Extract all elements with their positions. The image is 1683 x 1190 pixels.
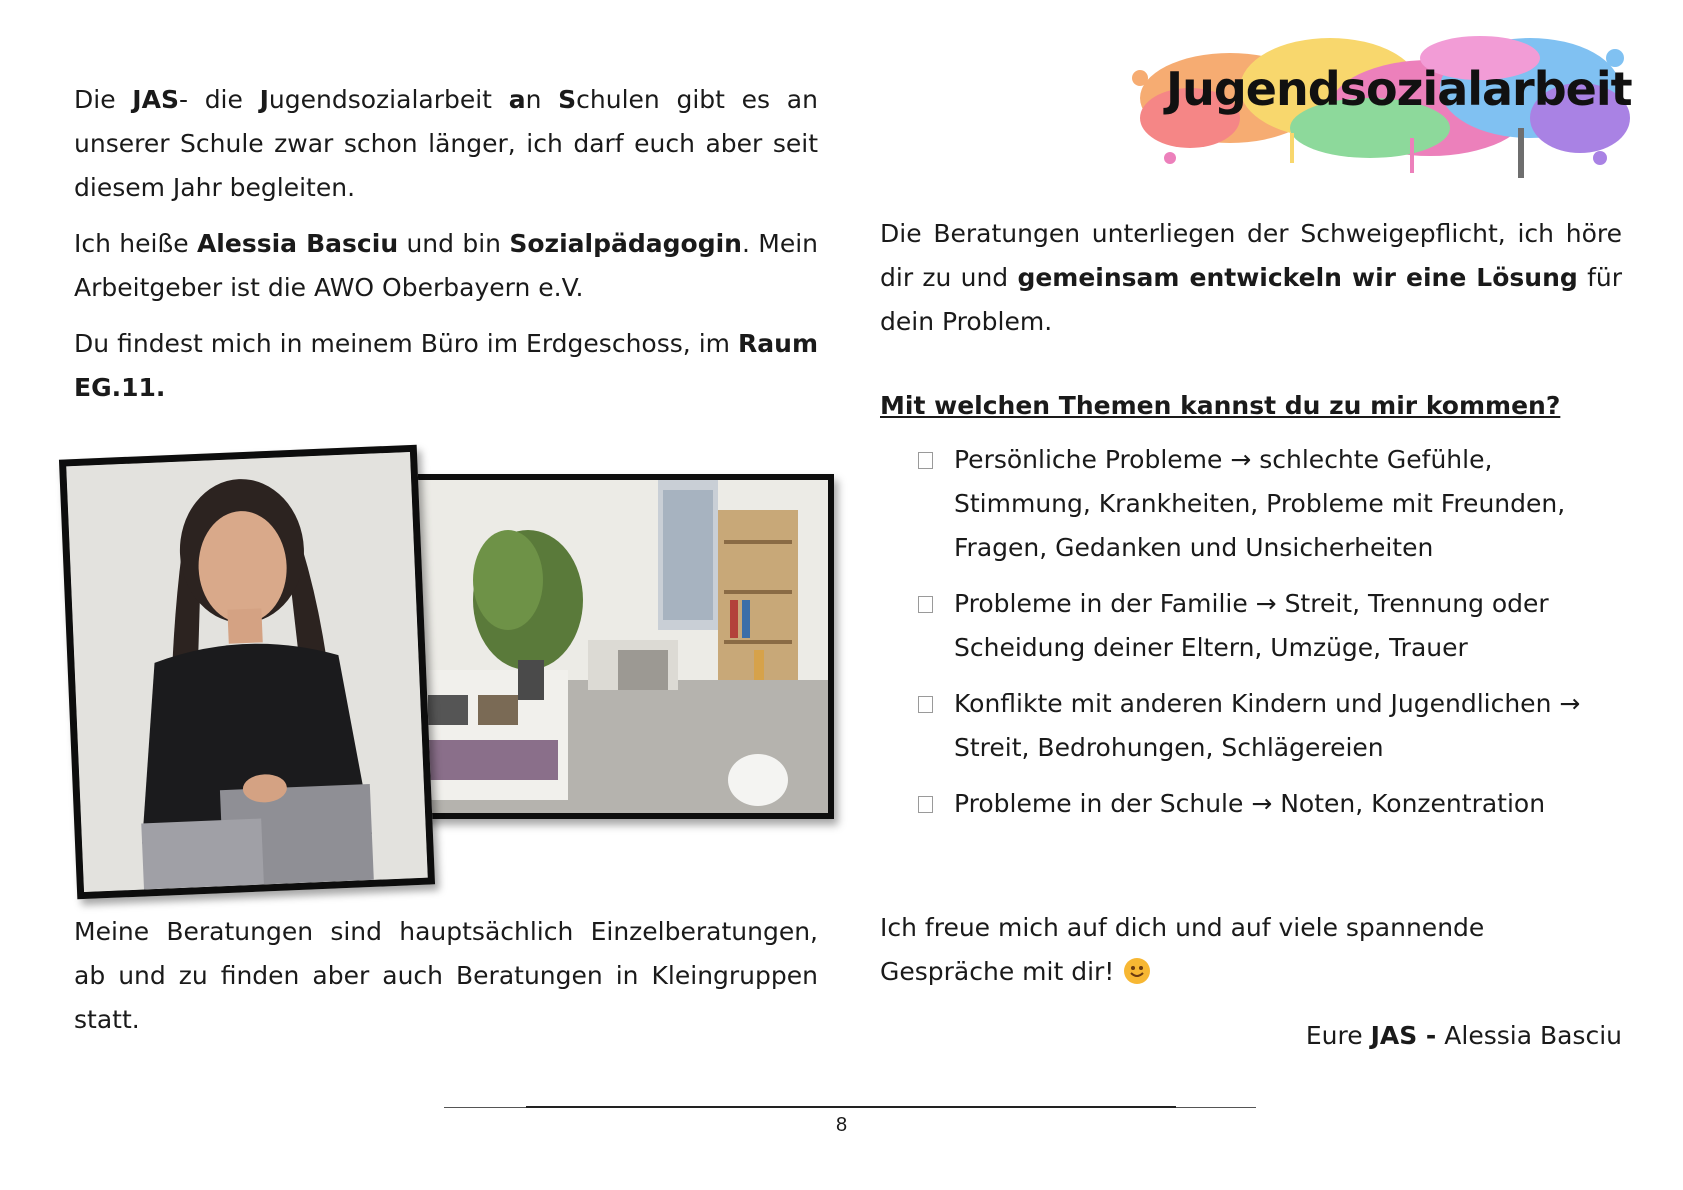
empty-checkbox-icon bbox=[918, 596, 933, 613]
name-paragraph: Ich heiße Alessia Basciu und bin Sozialpädagogin. Mein Arbeitgeber ist die AWO Oberbayern e.V. bbox=[74, 229, 819, 302]
intro-paragraph: Die JAS- die Jugendsozialarbeit an Schulen gibt es an unserer Schule zwar schon länger, ich darf euch aber seit diesem Jahr begleiten. bbox=[74, 85, 818, 202]
empty-checkbox-icon bbox=[918, 696, 933, 713]
logo-title: Jugendsozialarbeit bbox=[1166, 62, 1632, 116]
page-number: 8 bbox=[835, 1114, 848, 1136]
office-paragraph: Du findest mich in meinem Büro im Erdgeschoss, im Raum EG.11. bbox=[74, 329, 818, 402]
topics-list bbox=[880, 438, 1622, 826]
consultation-paragraph-container bbox=[74, 910, 818, 1054]
signature: Eure JAS - Alessia Basciu bbox=[1305, 1021, 1622, 1050]
photo-collage bbox=[54, 432, 834, 892]
portrait-photo bbox=[59, 445, 435, 900]
smiley-face-icon bbox=[1124, 958, 1150, 984]
list-item: Persönliche Probleme → schlechte Gefühle, Stimmung, Krankheiten, Probleme mit Freunden, Fragen, Gedanken und Unsicherheiten bbox=[918, 438, 1622, 570]
consultation-paragraph: Meine Beratungen sind hauptsächlich Einzelberatungen, ab und zu finden aber auch Beratungen in Kleingruppen statt. bbox=[74, 917, 818, 1034]
closing-paragraph: Ich freue mich auf dich und auf viele spannende Gespräche mit dir! bbox=[880, 913, 1485, 986]
list-item: Probleme in der Familie → Streit, Trennung oder Scheidung deiner Eltern, Umzüge, Trauer bbox=[918, 582, 1622, 670]
topics-heading: Mit welchen Themen kannst du zu mir kommen? bbox=[880, 391, 1561, 420]
empty-checkbox-icon bbox=[918, 452, 933, 469]
right-column bbox=[880, 212, 1622, 1070]
office-room-photo bbox=[402, 474, 834, 819]
list-item: Konflikte mit anderen Kindern und Jugendlichen → Streit, Bedrohungen, Schlägereien bbox=[918, 682, 1622, 770]
empty-checkbox-icon bbox=[918, 796, 933, 813]
list-item: Probleme in der Schule → Noten, Konzentration bbox=[918, 782, 1622, 826]
left-column bbox=[74, 78, 818, 422]
footer-divider-thick bbox=[526, 1106, 1176, 1108]
confidentiality-paragraph: Die Beratungen unterliegen der Schweigepflicht, ich höre dir zu und gemeinsam entwickeln wir eine Lösung für dein Problem. bbox=[880, 219, 1622, 336]
